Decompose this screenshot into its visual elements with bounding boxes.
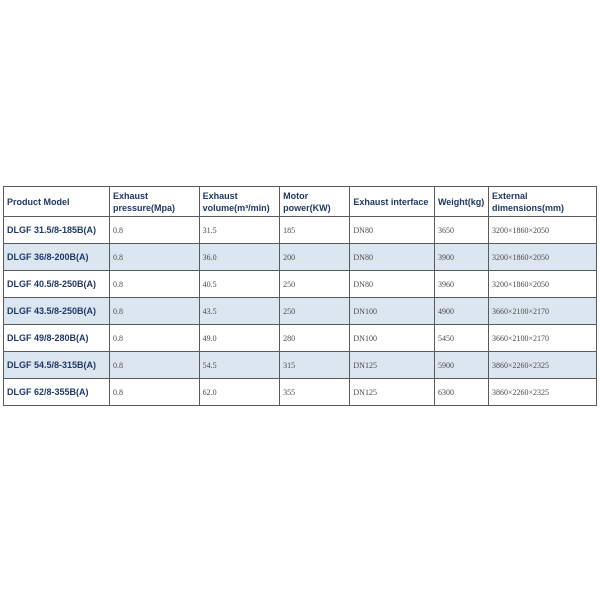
- cell-exhaust-pressure: 0.8: [109, 325, 199, 352]
- cell-exhaust-interface: DN125: [350, 352, 435, 379]
- cell-weight: 3650: [434, 217, 488, 244]
- cell-external-dimensions: 3660×2100×2170: [488, 325, 596, 352]
- table-row: [4, 325, 597, 352]
- cell-exhaust-interface: DN100: [350, 298, 435, 325]
- cell-external-dimensions: 3860×2260×2325: [488, 352, 596, 379]
- cell-exhaust-volume: 40.5: [199, 271, 279, 298]
- table-header-row: [4, 187, 597, 217]
- cell-external-dimensions: 3200×1860×2050: [488, 244, 596, 271]
- cell-product-model: DLGF 36/8-200B(A): [4, 244, 110, 271]
- header-exhaust-volume: Exhaust volume(m³/min): [199, 187, 279, 217]
- cell-exhaust-interface: DN80: [350, 271, 435, 298]
- header-motor-power: Motor power(KW): [280, 187, 350, 217]
- cell-product-model: DLGF 49/8-280B(A): [4, 325, 110, 352]
- cell-weight: 3900: [434, 244, 488, 271]
- table-row: [4, 352, 597, 379]
- cell-weight: 4900: [434, 298, 488, 325]
- cell-product-model: DLGF 54.5/8-315B(A): [4, 352, 110, 379]
- cell-product-model: DLGF 31.5/8-185B(A): [4, 217, 110, 244]
- cell-weight: 3960: [434, 271, 488, 298]
- cell-motor-power: 185: [280, 217, 350, 244]
- cell-exhaust-interface: DN80: [350, 244, 435, 271]
- cell-weight: 5450: [434, 325, 488, 352]
- cell-exhaust-volume: 31.5: [199, 217, 279, 244]
- cell-external-dimensions: 3860×2260×2325: [488, 379, 596, 406]
- header-external-dimensions: External dimensions(mm): [488, 187, 596, 217]
- cell-external-dimensions: 3200×1860×2050: [488, 217, 596, 244]
- cell-motor-power: 280: [280, 325, 350, 352]
- table-row: [4, 379, 597, 406]
- cell-exhaust-volume: 43.5: [199, 298, 279, 325]
- header-exhaust-pressure: Exhaust pressure(Mpa): [109, 187, 199, 217]
- cell-weight: 5900: [434, 352, 488, 379]
- cell-external-dimensions: 3200×1860×2050: [488, 271, 596, 298]
- table-row: [4, 217, 597, 244]
- cell-motor-power: 250: [280, 298, 350, 325]
- cell-exhaust-pressure: 0.8: [109, 217, 199, 244]
- cell-external-dimensions: 3660×2100×2170: [488, 298, 596, 325]
- cell-weight: 6300: [434, 379, 488, 406]
- cell-motor-power: 315: [280, 352, 350, 379]
- cell-exhaust-pressure: 0.8: [109, 244, 199, 271]
- cell-product-model: DLGF 62/8-355B(A): [4, 379, 110, 406]
- header-exhaust-interface: Exhaust interface: [350, 187, 435, 217]
- header-product-model: Product Model: [4, 187, 110, 217]
- cell-exhaust-pressure: 0.8: [109, 298, 199, 325]
- cell-motor-power: 355: [280, 379, 350, 406]
- cell-exhaust-volume: 62.0: [199, 379, 279, 406]
- cell-product-model: DLGF 43.5/8-250B(A): [4, 298, 110, 325]
- cell-motor-power: 200: [280, 244, 350, 271]
- header-weight: Weight(kg): [434, 187, 488, 217]
- cell-motor-power: 250: [280, 271, 350, 298]
- spec-table: [3, 186, 597, 406]
- cell-exhaust-pressure: 0.8: [109, 271, 199, 298]
- cell-exhaust-interface: DN125: [350, 379, 435, 406]
- cell-product-model: DLGF 40.5/8-250B(A): [4, 271, 110, 298]
- cell-exhaust-interface: DN80: [350, 217, 435, 244]
- table-row: [4, 244, 597, 271]
- cell-exhaust-volume: 36.0: [199, 244, 279, 271]
- cell-exhaust-volume: 49.0: [199, 325, 279, 352]
- table-row: [4, 271, 597, 298]
- table-row: [4, 298, 597, 325]
- cell-exhaust-pressure: 0.8: [109, 352, 199, 379]
- cell-exhaust-interface: DN100: [350, 325, 435, 352]
- cell-exhaust-volume: 54.5: [199, 352, 279, 379]
- cell-exhaust-pressure: 0.8: [109, 379, 199, 406]
